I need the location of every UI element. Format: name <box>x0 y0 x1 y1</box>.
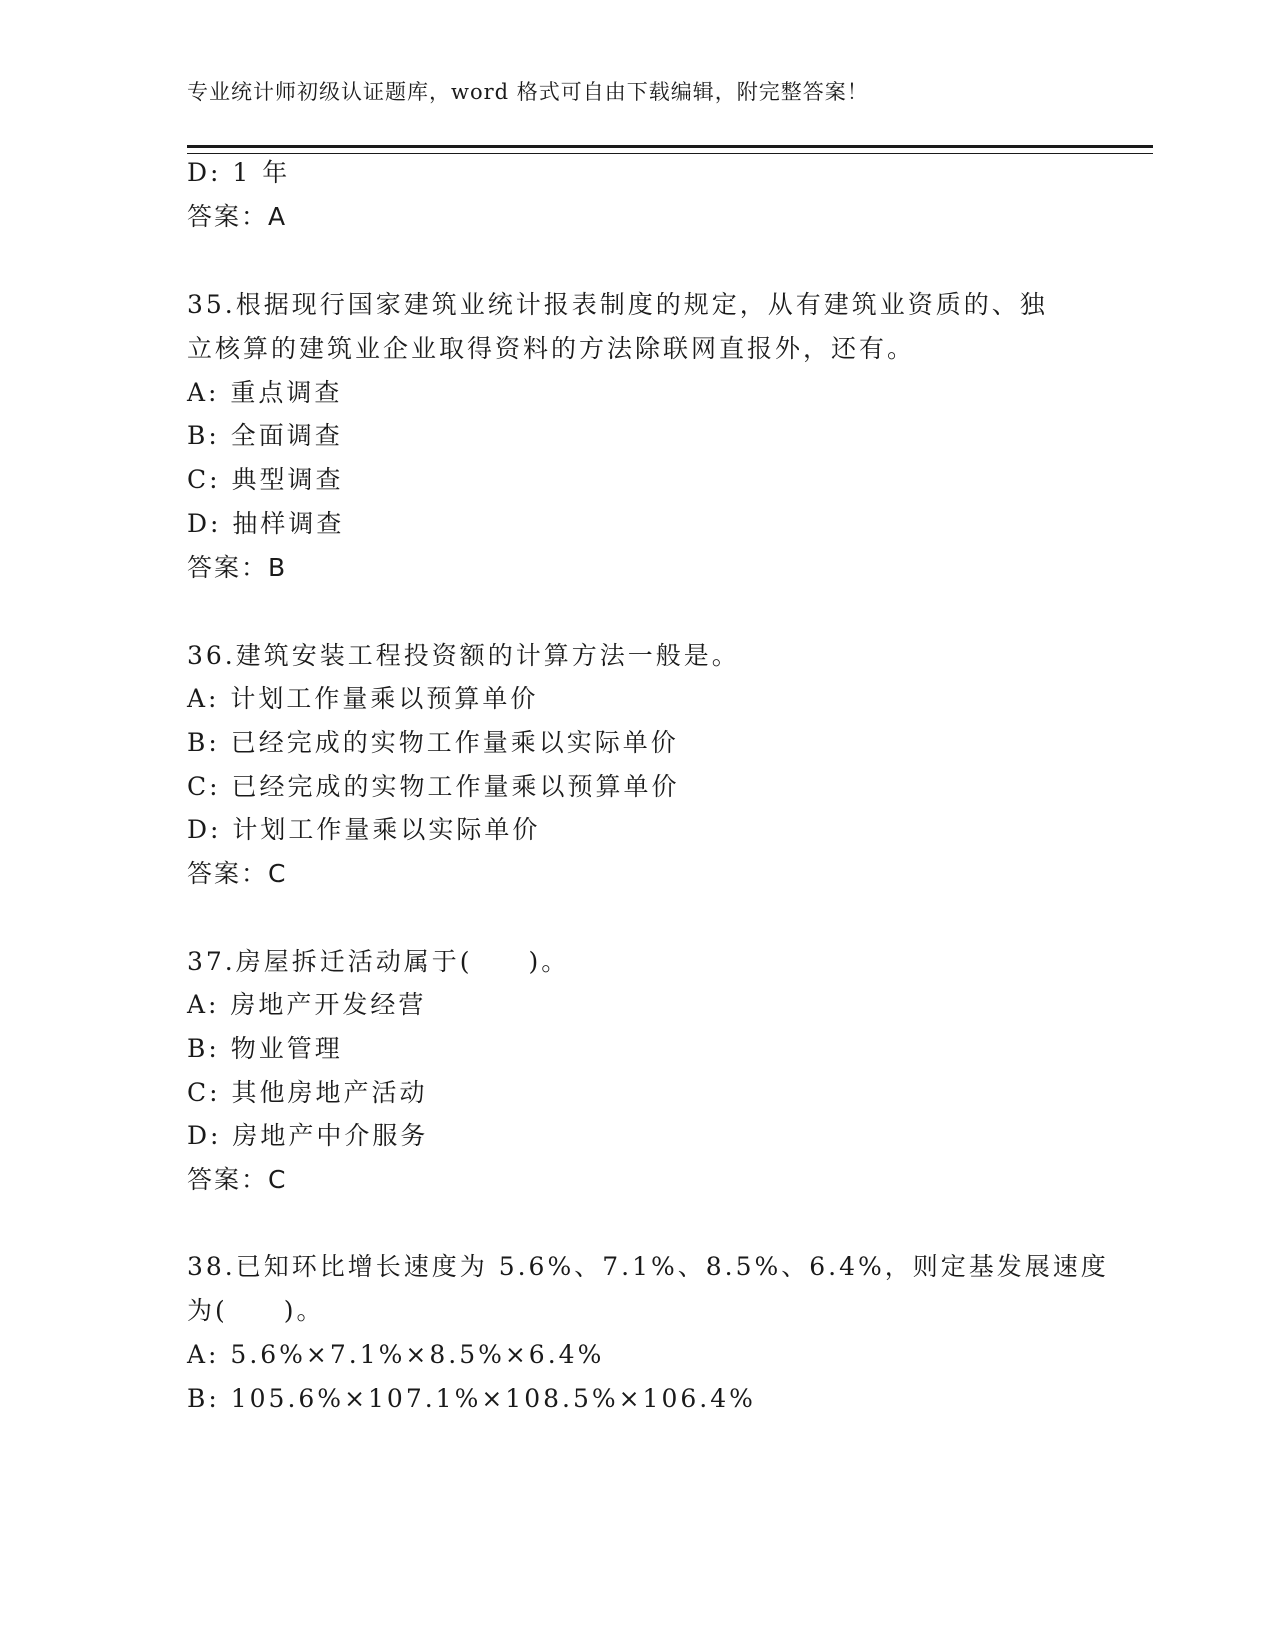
page-header: 专业统计师初级认证题库，word 格式可自由下载编辑，附完整答案！ <box>187 80 869 104</box>
q35-option-b: B: 全面调查 <box>187 421 343 450</box>
q35-option-a: A: 重点调查 <box>187 378 343 407</box>
q38-option-a: A: 5.6%×7.1%×8.5%×6.4% <box>187 1340 605 1369</box>
q37-option-d: D: 房地产中介服务 <box>187 1121 429 1150</box>
q37-option-a: A: 房地产开发经营 <box>187 990 427 1019</box>
q38-text-line-2: 为( )。 <box>187 1296 325 1325</box>
q38-option-b: B: 105.6%×107.1%×108.5%×106.4% <box>187 1384 756 1413</box>
q35-answer: 答案：B <box>187 553 288 582</box>
prev-option-d: D: 1 年 <box>187 158 291 187</box>
q35-text-line-2: 立核算的建筑业企业取得资料的方法除联网直报外，还有。 <box>187 334 916 363</box>
q38-text-line-1: 38.已知环比增长速度为 5.6%、7.1%、8.5%、6.4%，则定基发展速度 <box>187 1252 1109 1281</box>
q35-option-d: D: 抽样调查 <box>187 509 345 538</box>
q37-option-c: C: 其他房地产活动 <box>187 1078 428 1107</box>
q36-option-c: C: 已经完成的实物工作量乘以预算单价 <box>187 772 680 801</box>
q37-option-b: B: 物业管理 <box>187 1034 343 1063</box>
q35-text-line-1: 35.根据现行国家建筑业统计报表制度的规定，从有建筑业资质的、独 <box>187 290 1048 319</box>
q36-text-line-1: 36.建筑安装工程投资额的计算方法一般是。 <box>187 641 740 670</box>
q36-option-a: A: 计划工作量乘以预算单价 <box>187 684 539 713</box>
q37-answer: 答案：C <box>187 1165 288 1194</box>
prev-answer: 答案：A <box>187 202 288 231</box>
q37-text-line-1: 37.房屋拆迁活动属于( )。 <box>187 947 570 976</box>
q36-option-b: B: 已经完成的实物工作量乘以实际单价 <box>187 728 679 757</box>
q36-answer: 答案：C <box>187 859 288 888</box>
q35-option-c: C: 典型调查 <box>187 465 344 494</box>
header-divider <box>187 145 1153 154</box>
q36-option-d: D: 计划工作量乘以实际单价 <box>187 815 541 844</box>
